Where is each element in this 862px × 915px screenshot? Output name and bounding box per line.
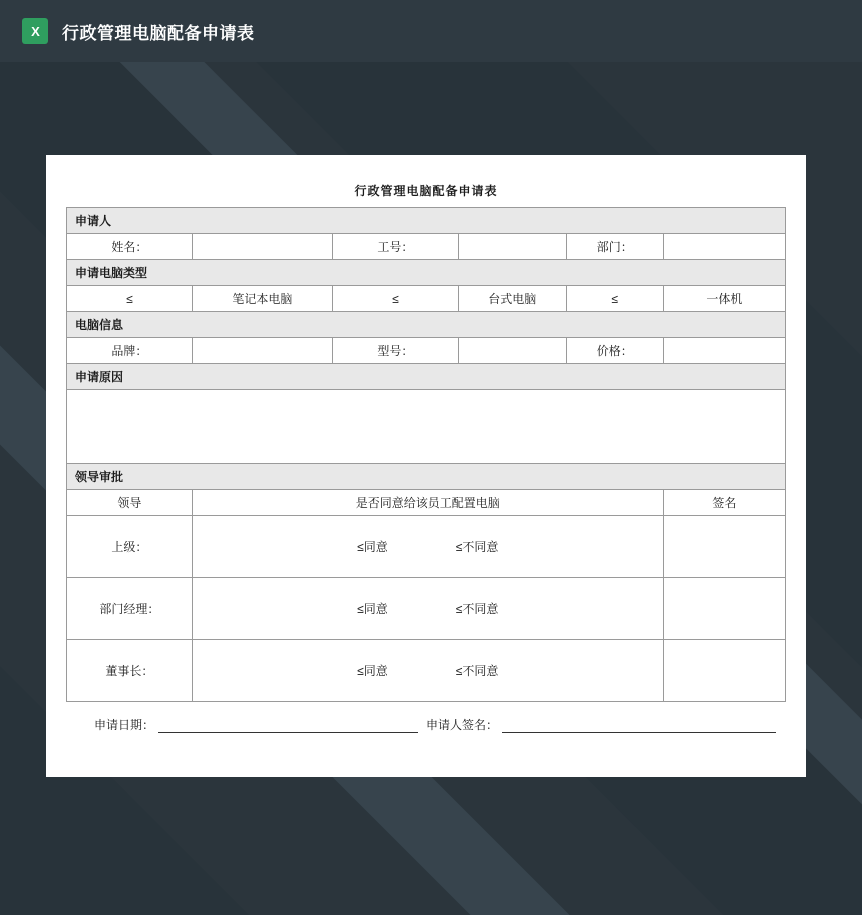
brand-label: 品牌： xyxy=(67,338,193,364)
approval-options-chairman[interactable] xyxy=(192,640,663,702)
checkbox-all-in-one[interactable]: ≤ xyxy=(566,286,663,312)
option-label-laptop: 笔记本电脑 xyxy=(192,286,332,312)
section-header-approval: 领导审批 xyxy=(67,464,786,490)
department-label: 部门： xyxy=(566,234,663,260)
approval-agree-chairman[interactable]: ≤同意 xyxy=(357,664,388,678)
section-computer-type-row xyxy=(67,260,786,286)
model-label: 型号： xyxy=(333,338,459,364)
approval-agree-manager[interactable]: ≤同意 xyxy=(357,602,388,616)
excel-icon: X xyxy=(22,18,48,44)
approval-role-supervisor: 上级： xyxy=(67,516,193,578)
price-label: 价格： xyxy=(566,338,663,364)
application-date-input[interactable] xyxy=(158,721,418,733)
section-header-applicant: 申请人 xyxy=(67,208,786,234)
approval-role-manager: 部门经理： xyxy=(67,578,193,640)
section-header-reason: 申请原因 xyxy=(67,364,786,390)
table-row xyxy=(67,578,786,640)
applicant-signature-input[interactable] xyxy=(502,721,776,733)
brand-input[interactable] xyxy=(192,338,332,364)
document-title: 行政管理电脑配备申请表 xyxy=(67,174,786,208)
reason-input-row xyxy=(67,390,786,464)
section-header-computer-type: 申请电脑类型 xyxy=(67,260,786,286)
approval-disagree-manager[interactable]: ≤不同意 xyxy=(455,602,499,616)
option-label-all-in-one: 一体机 xyxy=(663,286,785,312)
approval-col-signature: 签名 xyxy=(663,490,785,516)
price-input[interactable] xyxy=(663,338,785,364)
name-input[interactable] xyxy=(192,234,332,260)
applicant-signature-field[interactable] xyxy=(426,716,784,733)
form-footer xyxy=(66,716,786,733)
approval-signature-manager[interactable] xyxy=(663,578,785,640)
section-applicant-row xyxy=(67,208,786,234)
application-form-table xyxy=(66,173,786,702)
document-title-row xyxy=(67,174,786,208)
computer-info-fields-row xyxy=(67,338,786,364)
table-row xyxy=(67,516,786,578)
computer-type-options-row xyxy=(67,286,786,312)
employee-id-label: 工号： xyxy=(333,234,459,260)
section-approval-row xyxy=(67,464,786,490)
application-date-label: 申请日期： xyxy=(94,718,155,732)
application-date-field[interactable] xyxy=(68,716,426,733)
approval-header-row xyxy=(67,490,786,516)
approval-agree-supervisor[interactable]: ≤同意 xyxy=(357,540,388,554)
approval-disagree-chairman[interactable]: ≤不同意 xyxy=(455,664,499,678)
approval-col-question: 是否同意给该员工配置电脑 xyxy=(192,490,663,516)
option-label-desktop: 台式电脑 xyxy=(458,286,566,312)
app-header xyxy=(0,0,862,62)
checkbox-laptop[interactable]: ≤ xyxy=(67,286,193,312)
approval-role-chairman: 董事长： xyxy=(67,640,193,702)
section-computer-info-row xyxy=(67,312,786,338)
applicant-signature-label: 申请人签名： xyxy=(426,718,499,732)
department-input[interactable] xyxy=(663,234,785,260)
checkbox-desktop[interactable]: ≤ xyxy=(333,286,459,312)
page-title: 行政管理电脑配备申请表 xyxy=(62,23,255,43)
spreadsheet-sheet xyxy=(46,155,806,777)
approval-signature-supervisor[interactable] xyxy=(663,516,785,578)
applicant-fields-row xyxy=(67,234,786,260)
approval-signature-chairman[interactable] xyxy=(663,640,785,702)
approval-disagree-supervisor[interactable]: ≤不同意 xyxy=(455,540,499,554)
model-input[interactable] xyxy=(458,338,566,364)
approval-col-leader: 领导 xyxy=(67,490,193,516)
approval-options-supervisor[interactable] xyxy=(192,516,663,578)
approval-options-manager[interactable] xyxy=(192,578,663,640)
section-reason-row xyxy=(67,364,786,390)
reason-textarea[interactable] xyxy=(67,390,786,464)
name-label: 姓名： xyxy=(67,234,193,260)
section-header-computer-info: 电脑信息 xyxy=(67,312,786,338)
table-row xyxy=(67,640,786,702)
employee-id-input[interactable] xyxy=(458,234,566,260)
